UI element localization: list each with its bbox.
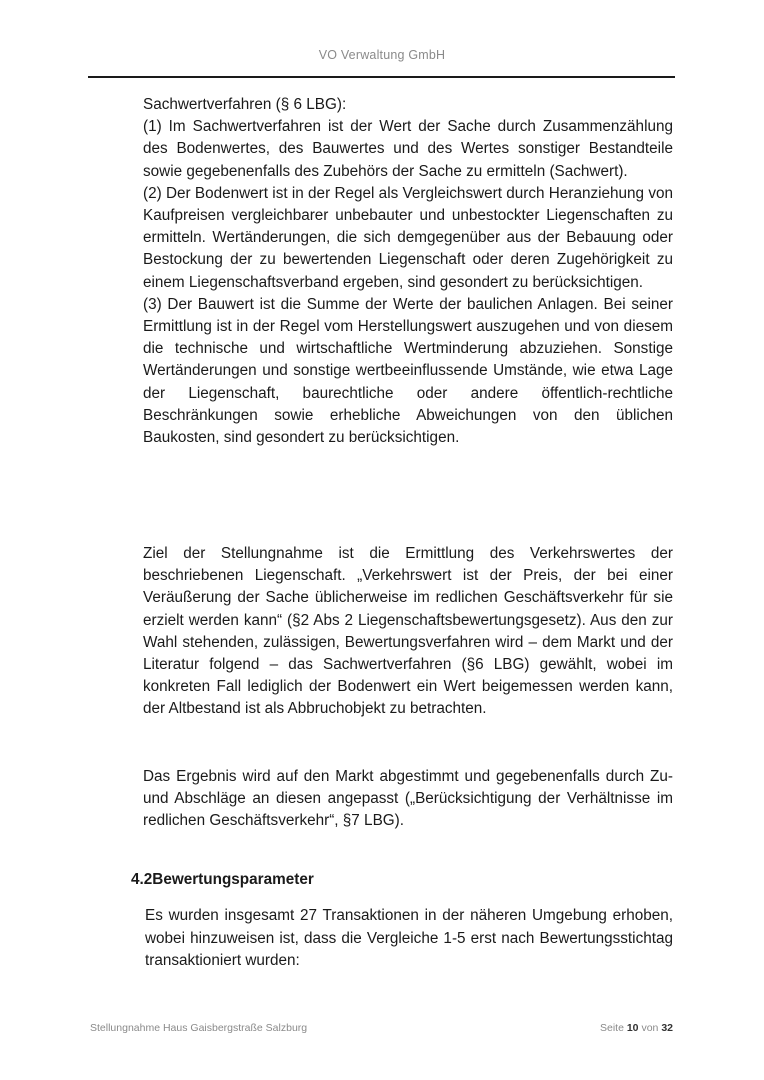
sachwert-title: Sachwertverfahren (§ 6 LBG): xyxy=(143,96,347,113)
bewertungsparameter-block xyxy=(145,905,673,973)
page-header: VO Verwaltung GmbH xyxy=(318,48,446,62)
section-sachwertverfahren xyxy=(143,94,673,449)
sachwert-paragraph-1: (1) Im Sachwertverfahren ist der Wert der Sache durch Zusammenzählung des Bodenwertes, des Bauwertes und des Wertes sonstiger Bestandteile sowie gegebenenfalls des Zubehörs der Sache zu ermitteln (Sachwert). xyxy=(143,118,673,180)
bewertungsparameter-paragraph: Es wurden insgesamt 27 Transaktionen in der näheren Umgebung erhoben, wobei hinzuweisen ist, dass die Vergleiche 1-5 erst nach Bewertungsstichtag transaktioniert wurden: xyxy=(145,907,673,969)
ergebnis-paragraph: Das Ergebnis wird auf den Markt abgestimmt und gegebenenfalls durch Zu- und Abschläge an diesen angepasst („Berücksichtigung der Verhältnisse im redlichen Geschäftsverkehr“, §7 LBG). xyxy=(143,768,673,830)
ziel-paragraph-block xyxy=(143,543,673,721)
footer-document-title: Stellungnahme Haus Gaisbergstraße Salzburg xyxy=(90,1022,308,1034)
section-number: 4.2 xyxy=(131,871,153,888)
page-of: von xyxy=(641,1022,659,1034)
page-total: 32 xyxy=(661,1022,673,1034)
section-heading-4-2 xyxy=(131,871,314,889)
footer-page-number xyxy=(600,1022,673,1034)
page-current: 10 xyxy=(626,1022,639,1034)
header-rule xyxy=(88,76,675,78)
sachwert-paragraph-2: (2) Der Bodenwert ist in der Regel als Vergleichswert durch Heranziehung von Kaufpreisen vergleichbarer unbebauter und unbestockter Liegenschaften zu ermitteln. Wertänderungen, die sich demgegenüber aus der Bebauung oder Bestockung der zu bewertenden Liegenschaft oder deren Zugehörigkeit zu einem Liegenschaftsverband ergeben, sind gesondert zu berücksichtigen. xyxy=(143,184,673,291)
section-title: Bewertungsparameter xyxy=(152,871,314,888)
sachwert-paragraph-3: (3) Der Bauwert ist die Summe der Werte der baulichen Anlagen. Bei seiner Ermittlung ist in der Regel vom Herstellungswert auszugehen und von diesem die technische und wirtschaftliche Wertminderung abzuziehen. Sonstige Wertänderungen und sonstige wertbeeinflussende Umstände, wie etwa Lage der Liegenschaft, baurechtliche oder andere öffentlich-rechtliche Beschränkungen sowie erhebliche Abweichungen von den üblichen Baukosten, sind gesondert zu berücksichtigen. xyxy=(143,295,673,447)
ziel-paragraph: Ziel der Stellungnahme ist die Ermittlung des Verkehrswertes der beschriebenen Liegenschaft. „Verkehrswert ist der Preis, der bei einer Veräußerung der Sache üblicherweise im redlichen Geschäftsverkehr für sie erzielt werden kann“ (§2 Abs 2 Liegenschaftsbewertungsgesetz). Aus den zur Wahl stehenden, zulässigen, Bewertungsverfahren wird – dem Markt und der Literatur folgend – das Sachwertverfahren (§6 LBG) gewählt, wobei im konkreten Fall lediglich der Bodenwert ein Wert beigemessen werden kann, der Altbestand ist als Abbruchobjekt zu betrachten. xyxy=(143,545,673,718)
ergebnis-paragraph-block xyxy=(143,766,673,833)
page-label: Seite xyxy=(599,1022,624,1034)
